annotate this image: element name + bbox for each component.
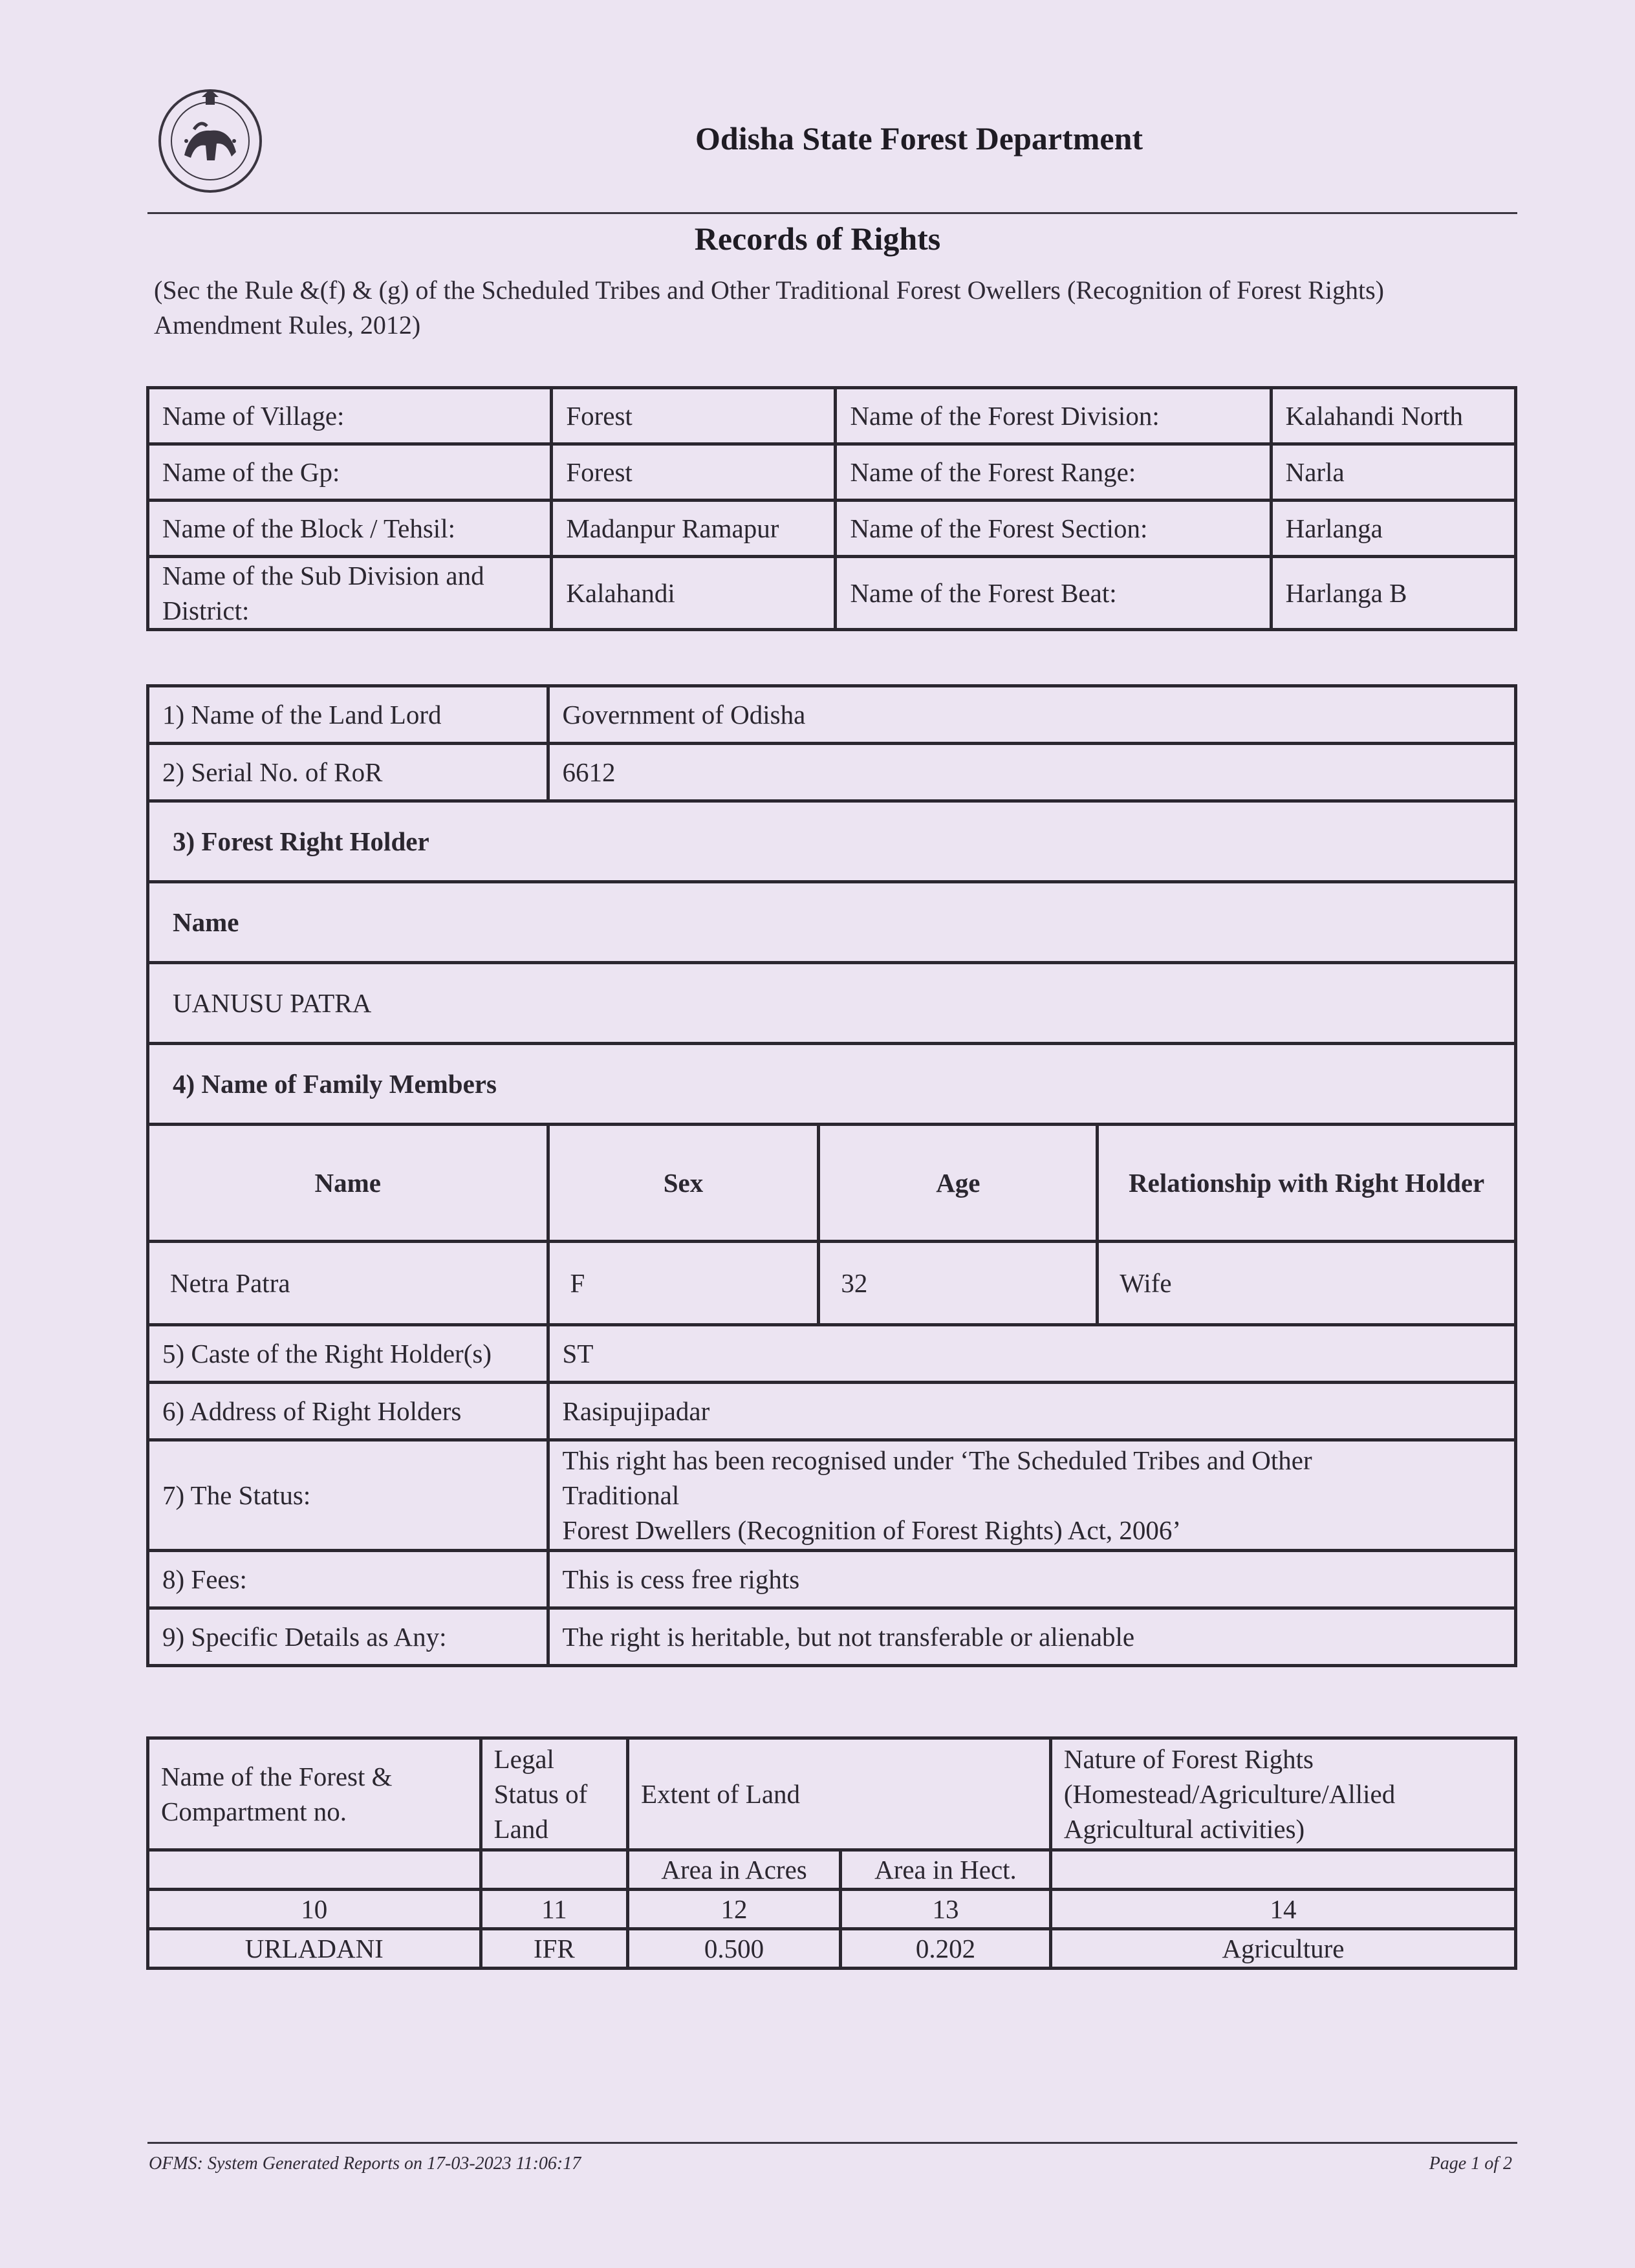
family-member-relationship: Wife	[1098, 1242, 1516, 1325]
table-row	[148, 1850, 1516, 1890]
gp-label: Name of the Gp:	[148, 444, 552, 501]
status-line: This right has been recognised under ‘The Scheduled Tribes and Other	[562, 1445, 1312, 1475]
forest-beat-label: Name of the Forest Beat:	[836, 557, 1271, 630]
details-value: The right is heritable, but not transferable or alienable	[548, 1608, 1515, 1666]
landlord-value: Government of Odisha	[548, 686, 1515, 744]
fees-label: 8) Fees:	[148, 1551, 548, 1608]
table-row	[148, 1383, 1516, 1440]
family-col-relationship: Relationship with Right Holder	[1098, 1125, 1516, 1242]
gp-value: Forest	[552, 444, 836, 501]
table-row	[148, 1890, 1516, 1929]
table-row	[148, 963, 1516, 1044]
right-holder-heading: 3) Forest Right Holder	[148, 801, 1516, 882]
forest-division-value: Kalahandi North	[1271, 388, 1515, 444]
rule-reference-note: (Sec the Rule &(f) & (g) of the Scheduled Tribes and Other Traditional Forest Owellers (Recognition of Forest Rights) Amendment Rules, 2012)	[154, 275, 1384, 340]
col-extent-of-land: Extent of Land	[628, 1738, 1051, 1850]
table-row	[148, 1325, 1516, 1383]
column-number: 10	[148, 1890, 481, 1929]
col-forest-compartment: Name of the Forest & Compartment no.	[148, 1738, 481, 1850]
empty-cell	[1050, 1850, 1515, 1890]
family-member-sex: F	[548, 1242, 819, 1325]
table-row	[148, 1242, 1516, 1325]
forest-division-label: Name of the Forest Division:	[836, 388, 1271, 444]
family-col-sex: Sex	[548, 1125, 819, 1242]
area-acres-value: 0.500	[628, 1929, 841, 1969]
table-row	[148, 1929, 1516, 1969]
table-row	[148, 1608, 1516, 1666]
address-label: 6) Address of Right Holders	[148, 1383, 548, 1440]
odisha-emblem-icon	[155, 84, 265, 194]
fees-value: This is cess free rights	[548, 1551, 1515, 1608]
page-title: Records of Rights	[694, 221, 941, 257]
table-row	[148, 744, 1516, 801]
family-members-heading: 4) Name of Family Members	[148, 1044, 1516, 1125]
status-line: Traditional	[562, 1480, 680, 1510]
department-title: Odisha State Forest Department	[695, 120, 1143, 157]
header-divider	[147, 212, 1517, 214]
family-member-age: 32	[819, 1242, 1098, 1325]
table-row	[148, 557, 1516, 630]
table-row	[148, 1440, 1516, 1551]
status-label: 7) The Status:	[148, 1440, 548, 1551]
block-label: Name of the Block / Tehsil:	[148, 501, 552, 557]
location-table	[146, 386, 1517, 631]
right-holder-table	[146, 684, 1517, 1667]
forest-range-label: Name of the Forest Range:	[836, 444, 1271, 501]
column-number: 11	[481, 1890, 628, 1929]
table-row	[148, 388, 1516, 444]
col-area-acres: Area in Acres	[628, 1850, 841, 1890]
table-row	[148, 444, 1516, 501]
right-holder-name: UANUSU PATRA	[148, 963, 1516, 1044]
block-value: Madanpur Ramapur	[552, 501, 836, 557]
legal-status-value: IFR	[481, 1929, 628, 1969]
column-number: 14	[1050, 1890, 1515, 1929]
table-row	[148, 1125, 1516, 1242]
table-row	[148, 1044, 1516, 1125]
forest-section-label: Name of the Forest Section:	[836, 501, 1271, 557]
status-value	[548, 1440, 1515, 1551]
empty-cell	[481, 1850, 628, 1890]
land-details-table	[146, 1736, 1517, 1970]
village-label: Name of Village:	[148, 388, 552, 444]
col-area-hect: Area in Hect.	[841, 1850, 1051, 1890]
address-value: Rasipujipadar	[548, 1383, 1515, 1440]
table-row	[148, 501, 1516, 557]
forest-section-value: Harlanga	[1271, 501, 1515, 557]
landlord-label: 1) Name of the Land Lord	[148, 686, 548, 744]
nature-of-rights-value: Agriculture	[1050, 1929, 1515, 1969]
family-member-name: Netra Patra	[148, 1242, 548, 1325]
family-col-name: Name	[148, 1125, 548, 1242]
generated-timestamp: OFMS: System Generated Reports on 17-03-2023 11:06:17	[149, 2154, 581, 2174]
subdivision-value: Kalahandi	[552, 557, 836, 630]
empty-cell	[148, 1850, 481, 1890]
caste-label: 5) Caste of the Right Holder(s)	[148, 1325, 548, 1383]
col-legal-status: Legal Status of Land	[481, 1738, 628, 1850]
table-row	[148, 801, 1516, 882]
serial-label: 2) Serial No. of RoR	[148, 744, 548, 801]
name-heading: Name	[148, 882, 1516, 963]
table-row	[148, 882, 1516, 963]
forest-name-value: URLADANI	[148, 1929, 481, 1969]
col-nature-of-rights: Nature of Forest Rights (Homestead/Agriculture/Allied Agricultural activities)	[1050, 1738, 1515, 1850]
page-number: Page 1 of 2	[1429, 2154, 1512, 2174]
caste-value: ST	[548, 1325, 1515, 1383]
forest-beat-value: Harlanga B	[1271, 557, 1515, 630]
forest-range-value: Narla	[1271, 444, 1515, 501]
table-row	[148, 686, 1516, 744]
village-value: Forest	[552, 388, 836, 444]
serial-value: 6612	[548, 744, 1515, 801]
footer-divider	[147, 2142, 1517, 2144]
column-number: 13	[841, 1890, 1051, 1929]
column-number: 12	[628, 1890, 841, 1929]
subdivision-label: Name of the Sub Division and District:	[148, 557, 552, 630]
family-col-age: Age	[819, 1125, 1098, 1242]
details-label: 9) Specific Details as Any:	[148, 1608, 548, 1666]
area-hect-value: 0.202	[841, 1929, 1051, 1969]
table-row	[148, 1551, 1516, 1608]
status-line: Forest Dwellers (Recognition of Forest Rights) Act, 2006’	[562, 1515, 1182, 1545]
table-row	[148, 1738, 1516, 1850]
